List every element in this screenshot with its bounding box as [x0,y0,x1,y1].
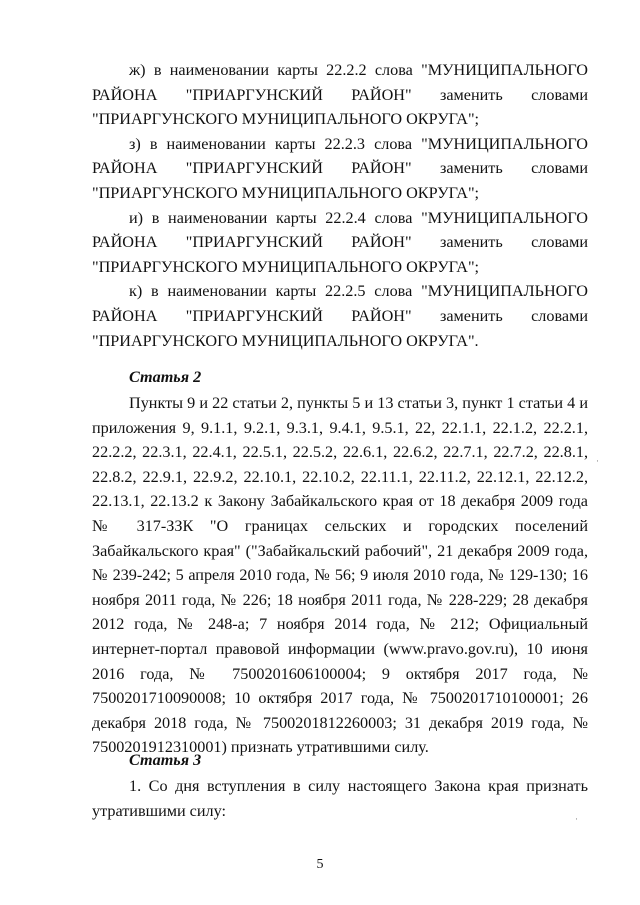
article-2-body: Пункты 9 и 22 статьи 2, пункты 5 и 13 статьи 3, пункт 1 статьи 4 и приложения 9, 9.1.1, 9.2.1, 9.3.1, 9.4.1, 9.5.1, 22, 22.1.1, 22.1.2, 22.2.1, 22.2.2, 22.3.1, 22.4.1, 22.5.1, 22.5.2, 22.6.1, 22.6.2, 22.7.1, 22.7.2, 22.8.1, 22.8.2, 22.9.1, 22.9.2, 22.10.1, 22.10.2, 22.11.1, 22.11.2, 22.12.1, 22.12.2, 22.13.1, 22.13.2 к Закону Забайкальского края от 18 декабря 2009 года № 317-ЗЗК "О границах сельских и городских поселений Забайкальского края" ("Забайкальский рабочий", 21 декабря 2009 года, № 239-242; 5 апреля 2010 года, № 56; 9 июля 2010 года, № 129-130; 16 ноября 2011 года, № 226; 18 ноября 2011 года, № 228-229; 28 декабря 2012 года, № 248-а; 7 ноября 2014 года, № 212; Официальный интернет-портал правовой информации (www.pravo.gov.ru), 10 июня 2016 года, № 7500201606100004; 9 октября 2017 года, № 7500201710090008; 10 октября 2017 года, № 7500201710100001; 26 декабря 2018 года, № 7500201812260003; 31 декабря 2019 года, № 7500201912310001) признать утратившими силу. [92,394,588,757]
amendment-item-k: к) в наименовании карты 22.2.5 слова "МУНИЦИПАЛЬНОГО РАЙОНА "ПРИАРГУНСКИЙ РАЙОН" заменить словами "ПРИАРГУНСКОГО МУНИЦИПАЛЬНОГО ОКРУГА". [92,282,588,350]
amendment-item-z: з) в наименовании карты 22.2.3 слова "МУНИЦИПАЛЬНОГО РАЙОНА "ПРИАРГУНСКИЙ РАЙОН" заменить словами "ПРИАРГУНСКОГО МУНИЦИПАЛЬНОГО ОКРУГА"; [92,134,588,202]
article-2-heading: Статья 2 [129,368,202,386]
amendments-list [92,58,588,353]
scan-speck: · [575,814,578,824]
amendment-item-zh: ж) в наименовании карты 22.2.2 слова "МУНИЦИПАЛЬНОГО РАЙОНА "ПРИАРГУНСКИЙ РАЙОН" заменить словами "ПРИАРГУНСКОГО МУНИЦИПАЛЬНОГО ОКРУГА"; [92,61,588,129]
scan-speck: · [596,456,599,466]
amendment-item-i: и) в наименовании карты 22.2.4 слова "МУНИЦИПАЛЬНОГО РАЙОНА "ПРИАРГУНСКИЙ РАЙОН" заменить словами "ПРИАРГУНСКОГО МУНИЦИПАЛЬНОГО ОКРУГА"; [92,208,588,276]
article-3-heading: Статья 3 [129,751,202,769]
article-2-section [92,391,588,760]
page-number: 5 [316,857,324,872]
article-3-section [92,774,588,823]
article-3-body: 1. Со дня вступления в силу настоящего Закона края признать утратившими силу: [92,777,588,820]
